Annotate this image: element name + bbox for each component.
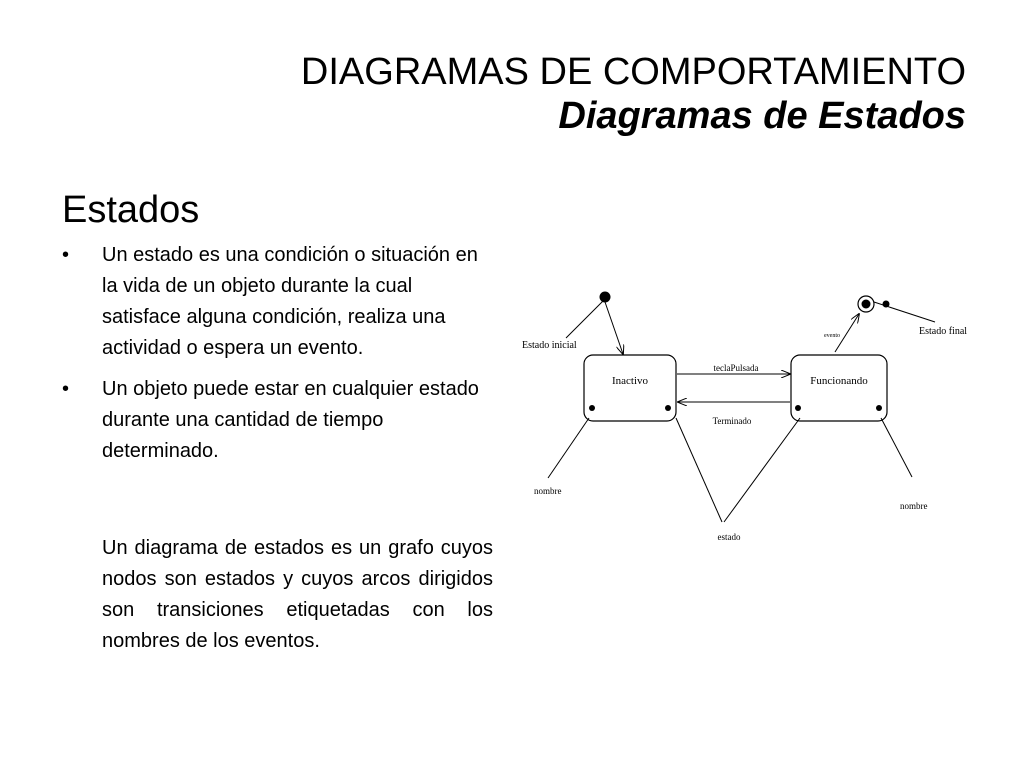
right-name-leader <box>881 418 912 477</box>
inactive-right-dot <box>665 405 671 411</box>
bullet-marker: • <box>62 378 70 400</box>
inactive-left-dot <box>589 405 595 411</box>
state-inactive-box <box>584 355 676 421</box>
bottom-leader-right <box>724 418 800 522</box>
transition-forward-label: teclaPulsada <box>713 363 759 373</box>
initial-label-leader <box>566 299 605 338</box>
state-inactive-label: Inactivo <box>611 375 649 387</box>
bullet-marker: • <box>62 244 70 266</box>
final-state-label: Estado final <box>919 326 968 337</box>
right-name-label: nombre <box>900 501 928 511</box>
bullet-item <box>62 374 494 467</box>
bullet-list <box>62 240 494 477</box>
bottom-label: estado <box>717 532 741 542</box>
final-state-dot <box>862 300 871 309</box>
running-left-dot <box>795 405 801 411</box>
state-running-label: Funcionando <box>810 375 868 387</box>
bottom-leader-left <box>676 418 722 522</box>
definition-paragraph: Un diagrama de estados es un grafo cuyos nodos son estados y cuyos arcos dirigidos son transiciones etiquetadas con los nombres de los eventos. <box>102 537 493 652</box>
running-right-dot <box>876 405 882 411</box>
initial-state-dot <box>600 292 611 303</box>
state-running-box <box>791 355 887 421</box>
left-name-label: nombre <box>534 486 562 496</box>
final-arrow-label: evento <box>824 333 840 339</box>
bullet-text: Un objeto puede estar en cualquier estado durante una cantidad de tiempo determinado. <box>102 378 479 462</box>
initial-state-label: Estado inicial <box>522 340 577 351</box>
bullet-item <box>62 240 494 364</box>
final-label-dot <box>883 301 890 308</box>
bullet-text: Un estado es una condición o situación en la vida de un objeto durante la cual satisface alguna condición, realiza una actividad o espera un evento. <box>102 244 478 359</box>
section-heading: Estados <box>62 189 200 231</box>
left-name-leader <box>548 418 589 478</box>
slide-title <box>301 50 966 138</box>
page-subtitle: Diagramas de Estados <box>558 95 966 137</box>
page-title: DIAGRAMAS DE COMPORTAMIENTO <box>300 51 966 93</box>
initial-transition-arrow <box>605 302 623 354</box>
state-diagram <box>510 282 970 552</box>
transition-backward-label: Terminado <box>712 416 752 426</box>
